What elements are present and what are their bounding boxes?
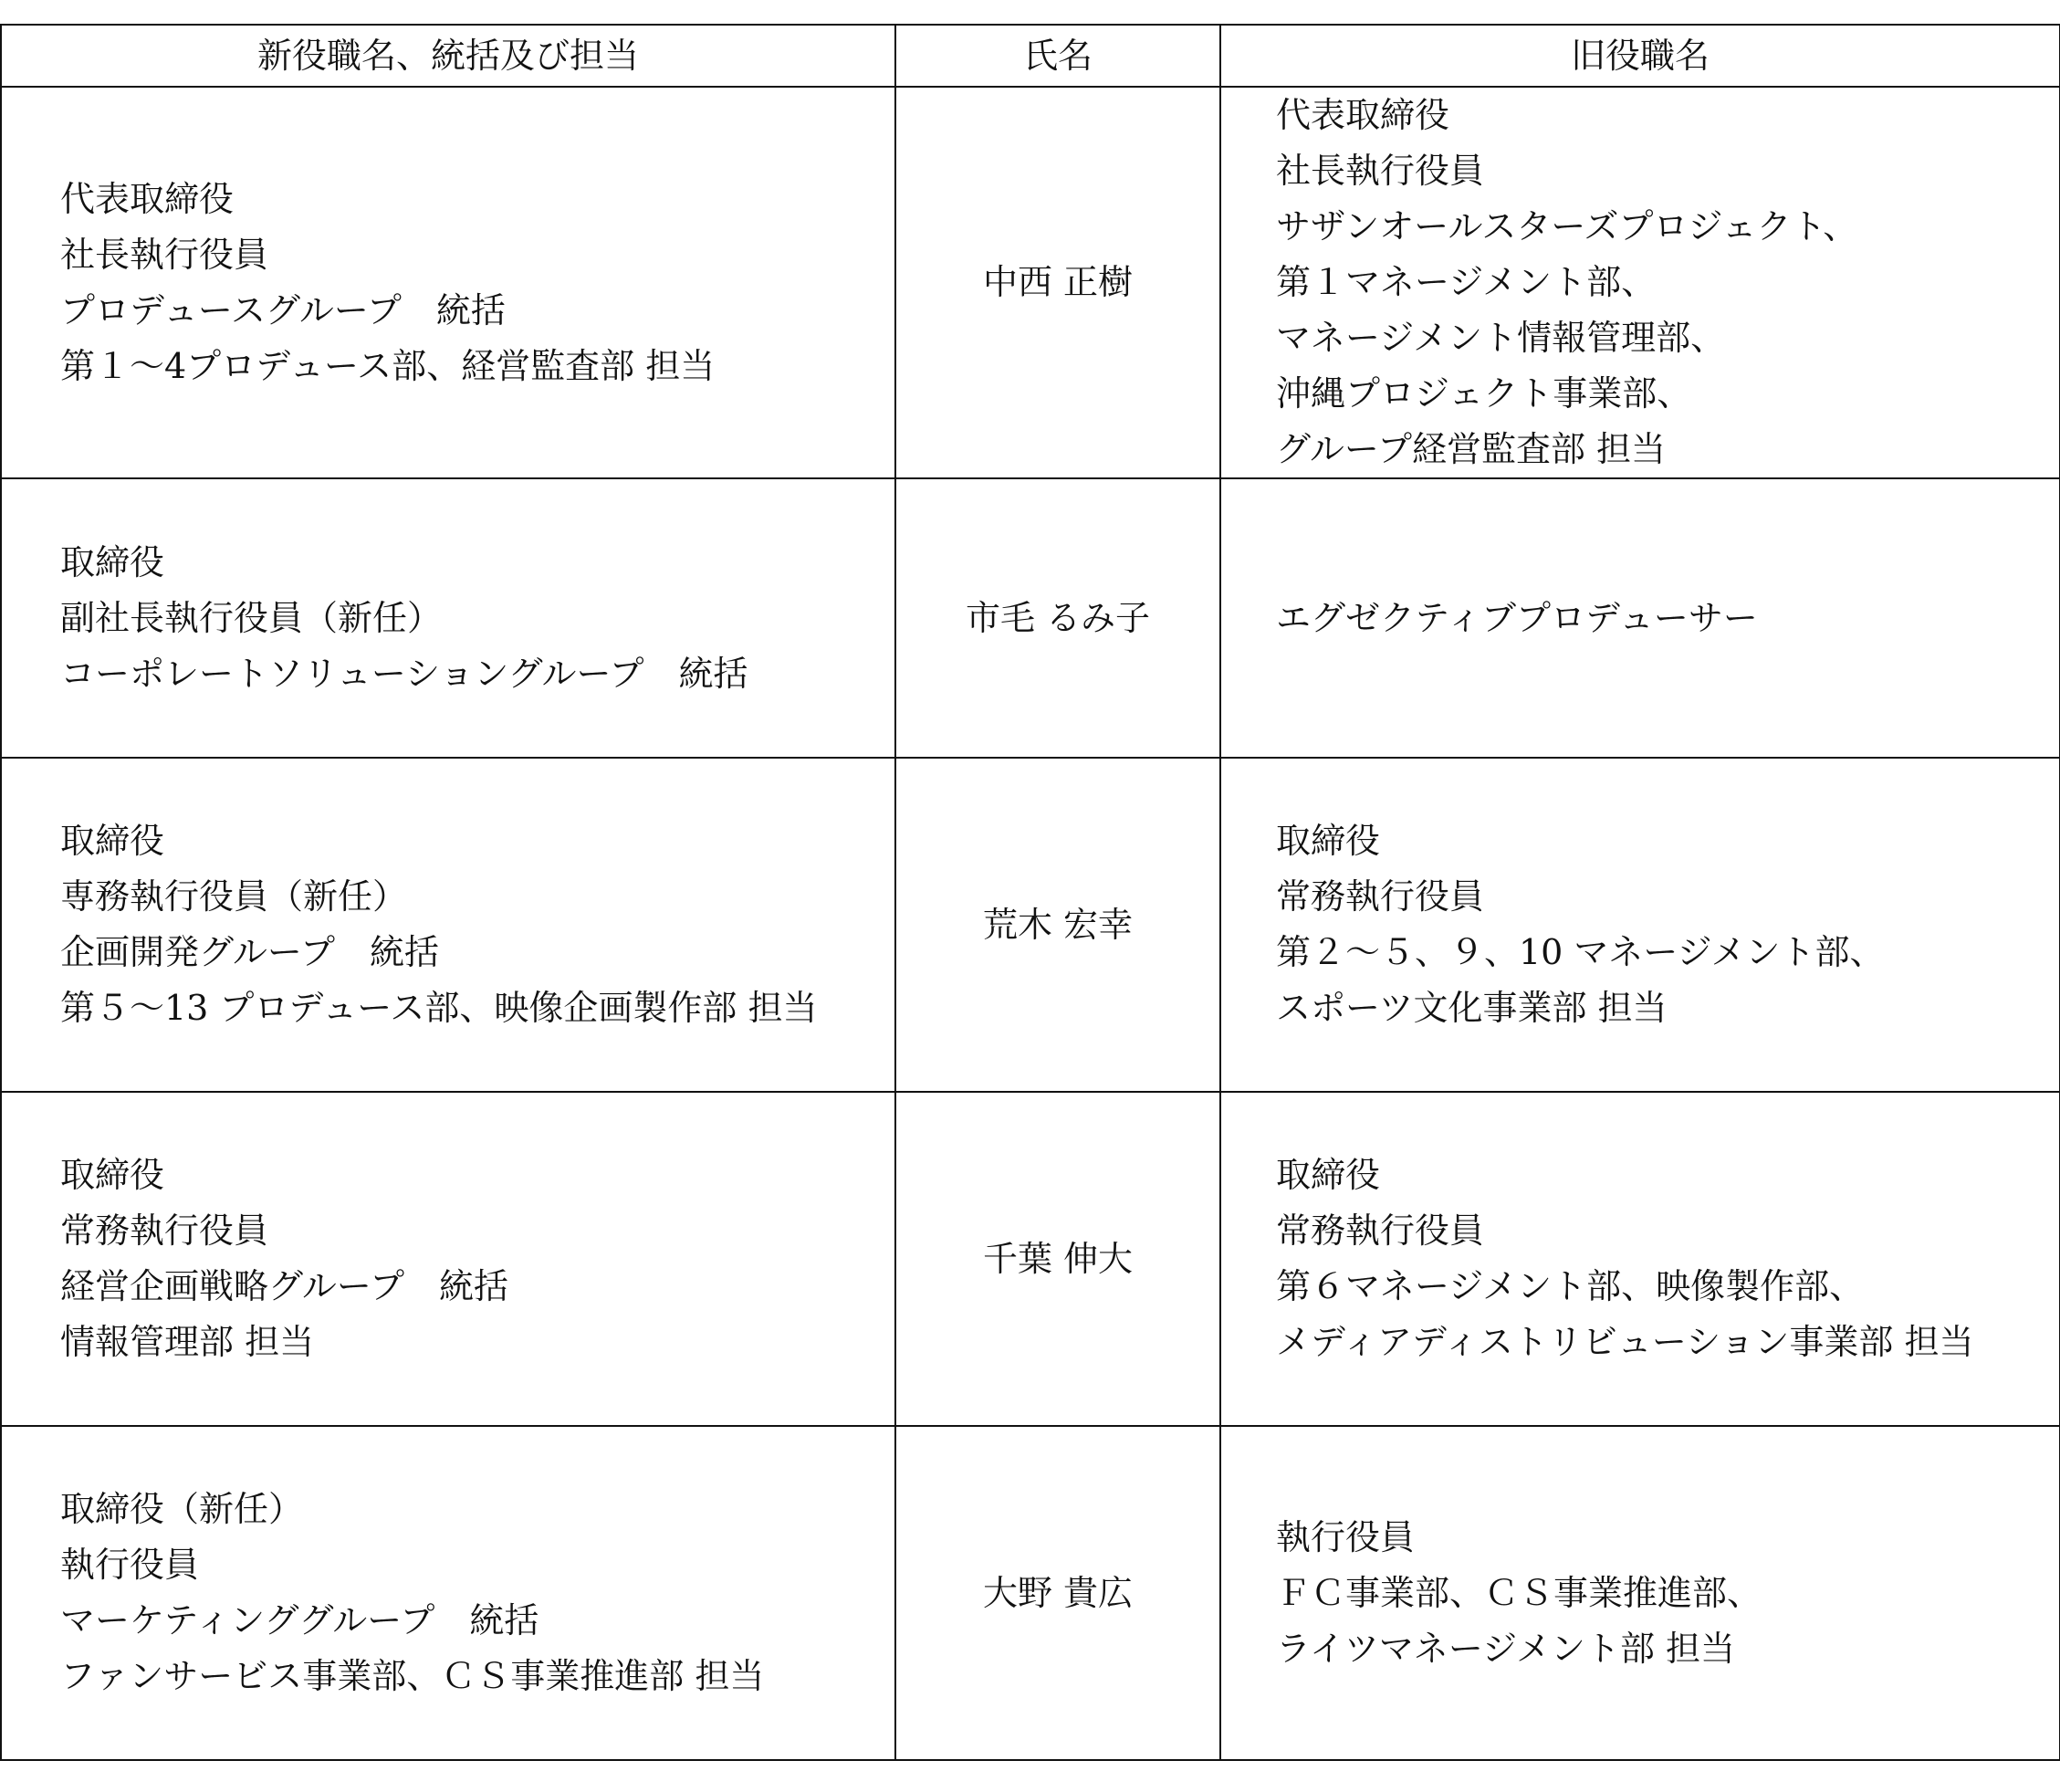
- new-position-cell: [1, 478, 895, 758]
- header-new-position: 新役職名、統括及び担当: [1, 25, 895, 87]
- previous-position-line: サザンオールスターズプロジェクト、: [1276, 206, 1858, 246]
- previous-position-line: 執行役員: [1276, 1516, 1416, 1557]
- previous-position-line: ライツマネージメント部 担当: [1276, 1628, 1736, 1669]
- previous-position-cell: [1220, 1092, 2060, 1426]
- table-row: [1, 478, 2060, 758]
- new-position-line: 専務執行役員（新任）: [60, 876, 408, 917]
- new-position-line: 執行役員: [60, 1545, 200, 1585]
- new-position-line: プロデュースグループ 統括: [60, 289, 506, 330]
- officer-name: 千葉 伸大: [895, 1092, 1220, 1426]
- previous-position-line: 代表取締役: [1276, 95, 1450, 135]
- previous-position-line: スポーツ文化事業部 担当: [1276, 988, 1668, 1028]
- previous-position-cell: [1220, 87, 2060, 478]
- new-position-line: 経営企画戦略グループ 統括: [60, 1266, 508, 1306]
- previous-position-cell: [1220, 1426, 2060, 1760]
- officer-name: 中西 正樹: [895, 87, 1220, 478]
- new-position-line: 情報管理部 担当: [60, 1322, 315, 1362]
- new-position-line: 常務執行役員: [60, 1210, 269, 1251]
- previous-position-line: 社長執行役員: [1276, 151, 1485, 191]
- officer-change-table: [0, 24, 2060, 1761]
- new-position-cell: [1, 1426, 895, 1760]
- table-header-row: [1, 25, 2060, 87]
- new-position-line: 第５～13 プロデュース部、映像企画製作部 担当: [60, 988, 818, 1028]
- new-position-line: 代表取締役: [60, 178, 235, 219]
- previous-position-cell: [1220, 478, 2060, 758]
- new-position-line: コーポレートソリューショングループ 統括: [60, 653, 748, 694]
- officer-name: 大野 貴広: [895, 1426, 1220, 1760]
- previous-position-line: ＦＣ事業部、ＣＳ事業推進部、: [1276, 1572, 1762, 1613]
- new-position-line: 社長執行役員: [60, 234, 269, 275]
- new-position-line: 取締役: [60, 821, 165, 861]
- officer-name: 荒木 宏幸: [895, 758, 1220, 1092]
- table-row: [1, 87, 2060, 478]
- previous-position-line: 第１マネージメント部、: [1276, 262, 1657, 302]
- header-previous-position: 旧役職名: [1220, 25, 2060, 87]
- new-position-line: 取締役: [60, 541, 165, 582]
- new-position-cell: [1, 1092, 895, 1426]
- previous-position-line: 取締役: [1276, 821, 1381, 861]
- officer-change-table-wrapper: [0, 24, 2059, 1761]
- new-position-line: 企画開発グループ 統括: [60, 932, 439, 972]
- new-position-line: 副社長執行役員（新任）: [60, 597, 443, 638]
- header-name: 氏名: [895, 25, 1220, 87]
- new-position-cell: [1, 87, 895, 478]
- previous-position-line: 取締役: [1276, 1155, 1381, 1195]
- previous-position-line: 第２～５、９、10 マネージメント部、: [1276, 932, 1885, 972]
- officer-name: 市毛 るみ子: [895, 478, 1220, 758]
- previous-position-cell: [1220, 758, 2060, 1092]
- new-position-line: ファンサービス事業部、ＣＳ事業推進部 担当: [60, 1656, 765, 1696]
- table-row: [1, 1426, 2060, 1760]
- previous-position-line: グループ経営監査部 担当: [1276, 429, 1667, 469]
- previous-position-line: 常務執行役員: [1276, 876, 1485, 917]
- previous-position-line: 沖縄プロジェクト事業部、: [1276, 373, 1692, 414]
- previous-position-line: メディアディストリビューション事業部 担当: [1276, 1322, 1974, 1362]
- previous-position-line: マネージメント情報管理部、: [1276, 318, 1726, 358]
- new-position-line: 取締役（新任）: [60, 1489, 304, 1529]
- previous-position-line: 第６マネージメント部、映像製作部、: [1276, 1266, 1865, 1306]
- new-position-cell: [1, 758, 895, 1092]
- new-position-line: 取締役: [60, 1155, 165, 1195]
- previous-position-line: エグゼクティブプロデューサー: [1276, 597, 1758, 638]
- new-position-line: 第１～4プロデュース部、経営監査部 担当: [60, 345, 716, 386]
- new-position-line: マーケティンググループ 統括: [60, 1600, 539, 1640]
- table-row: [1, 758, 2060, 1092]
- table-row: [1, 1092, 2060, 1426]
- previous-position-line: 常務執行役員: [1276, 1210, 1485, 1251]
